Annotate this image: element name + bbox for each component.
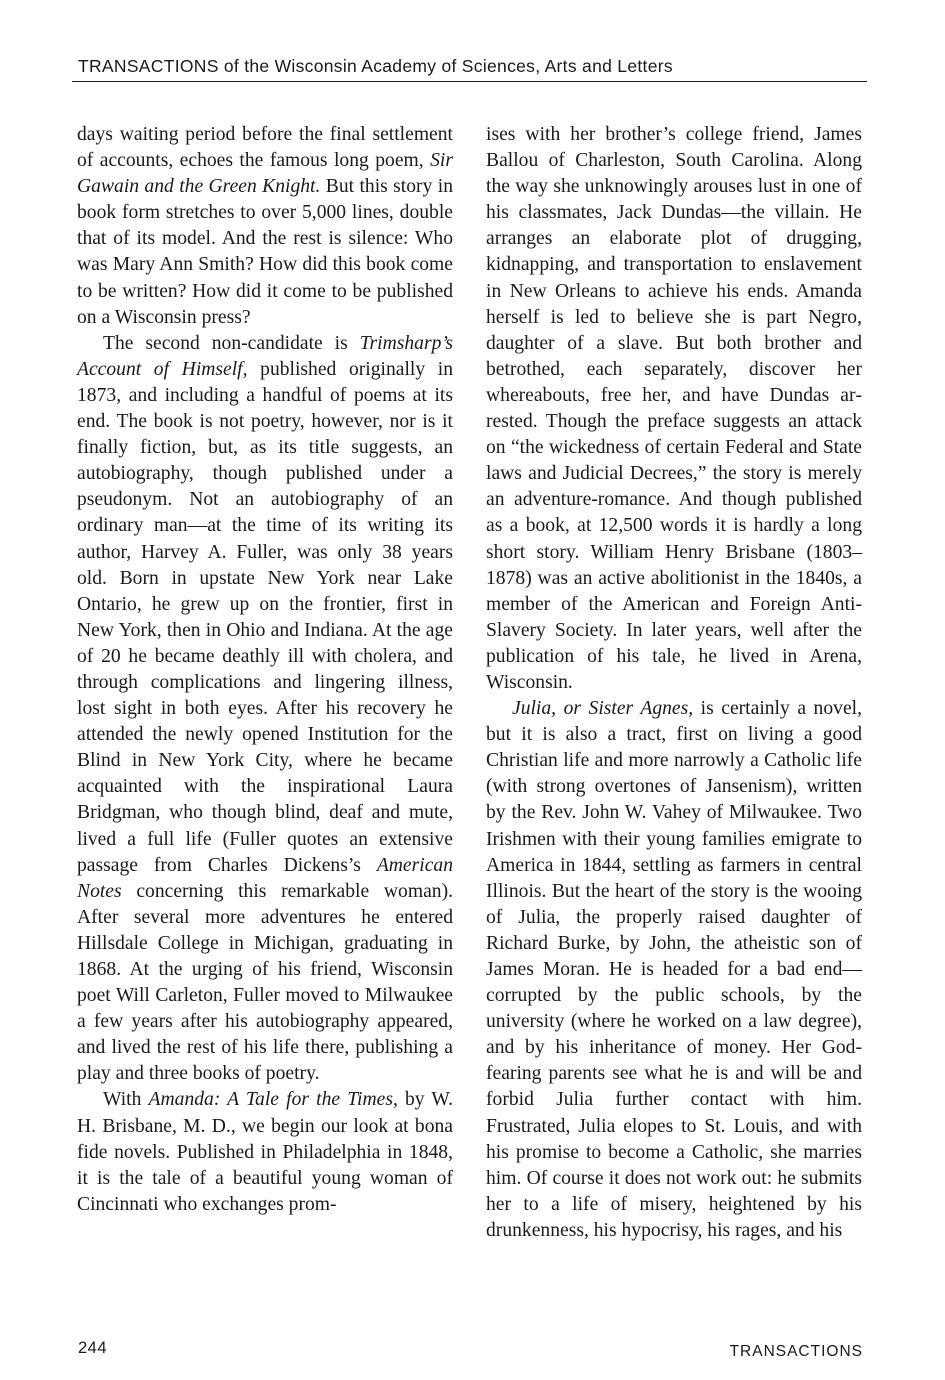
left-column bbox=[77, 122, 453, 1218]
paragraph: Julia, or Sister Agnes, is certainly a novel, but it is also a tract, first on living a good Christian life and more narrowly a Catholic life (with strong overtones of Jansenism), written by the Rev. John W. Vahey of Milwaukee. Two Irishmen with their young families emigrate to America in 1844, settling as farmers in central Illinois. But the heart of the story is the wooing of Julia, the properly raised daughter of Richard Burke, by John, the atheistic son of James Moran. He is headed for a bad end—corrupted by the public schools, by the university (where he worked on a law degree), and by his inheritance of money. Her God-fearing parents see what he is and will be and forbid Julia further contact with him. Frustrated, Julia elopes to St. Louis, and with his promise to become a Catholic, she marries him. Of course it does not work out: he submits her to a life of misery, heightened by his drunkenness, his hypocrisy, his rages, and his bbox=[486, 698, 862, 1241]
paragraph: The second non-candidate is Trimsharp’s Account of Himself, published originally in 1873, and including a handful of poems at its end. The book is not poetry, however, nor is it finally fiction, but, as its title suggests, an autobiography, though published under a pseudonym. Not an autobiography of an ordinary man—at the time of its writing its author, Harvey A. Fuller, was only 38 years old. Born in upstate New York near Lake Ontario, he grew up on the frontier, first in New York, then in Ohio and Indiana. At the age of 20 he became deathly ill with cholera, and through complications and lingering illness, lost sight in both eyes. After his recovery he attended the newly opened Institution for the Blind in New York City, where he became acquainted with the inspirational Laura Bridgman, who though blind, deaf and mute, lived a full life (Fuller quotes an extensive passage from Charles Dickens’s American Notes concerning this remarkable woman). After several more adventures he entered Hillsdale College in Michigan, graduating in 1868. At the urging of his friend, Wisconsin poet Will Carleton, Fuller moved to Milwaukee a few years after his autobiography appeared, and lived the rest of his life there, publishing a play and three books of poetry. bbox=[77, 332, 453, 1085]
paragraph: ises with her brother’s college friend, James Ballou of Charleston, South Carolina. Along the way she unknowingly arouses lust in one of his classmates, Jack Dundas—the villain. He arranges an elaborate plot of drugging, kidnapping, and transportation to enslavement in New Orleans to achieve his ends. Amanda herself is led to believe she is part Negro, daughter of a slave. But both brother and betrothed, each separately, discover her whereabouts, free her, and have Dundas arrested. Though the preface suggests an attack on “the wickedness of certain Federal and State laws and Judicial Decrees,” the story is merely an adventure-romance. And though published as a book, at 12,500 words it is hardly a long short story. William Henry Brisbane (1803–1878) was an active abolitionist in the 1840s, a member of the American and Foreign Anti-Slavery Society. In later years, well after the publication of his tale, he lived in Arena, Wisconsin. bbox=[486, 124, 862, 693]
header-rule bbox=[72, 81, 867, 82]
footer-journal-title: TRANSACTIONS bbox=[729, 1343, 863, 1360]
paragraph: With Amanda: A Tale for the Times, by W. H. Brisbane, M. D., we begin our look at bona fide novels. Published in Philadelphia in 1848, it is the tale of a beautiful young woman of Cincinnati who exchanges prom- bbox=[77, 1089, 453, 1215]
right-column bbox=[486, 122, 862, 1244]
page-number: 244 bbox=[78, 1339, 108, 1357]
running-head: TRANSACTIONS of the Wisconsin Academy of Sciences, Arts and Letters bbox=[78, 56, 673, 76]
paragraph: days waiting period before the final settlement of accounts, echoes the famous long poem, Sir Gawain and the Green Knight. But this story in book form stretches to over 5,000 lines, double that of its model. And the rest is silence: Who was Mary Ann Smith? How did this book come to be written? How did it come to be published on a Wisconsin press? bbox=[77, 124, 453, 328]
